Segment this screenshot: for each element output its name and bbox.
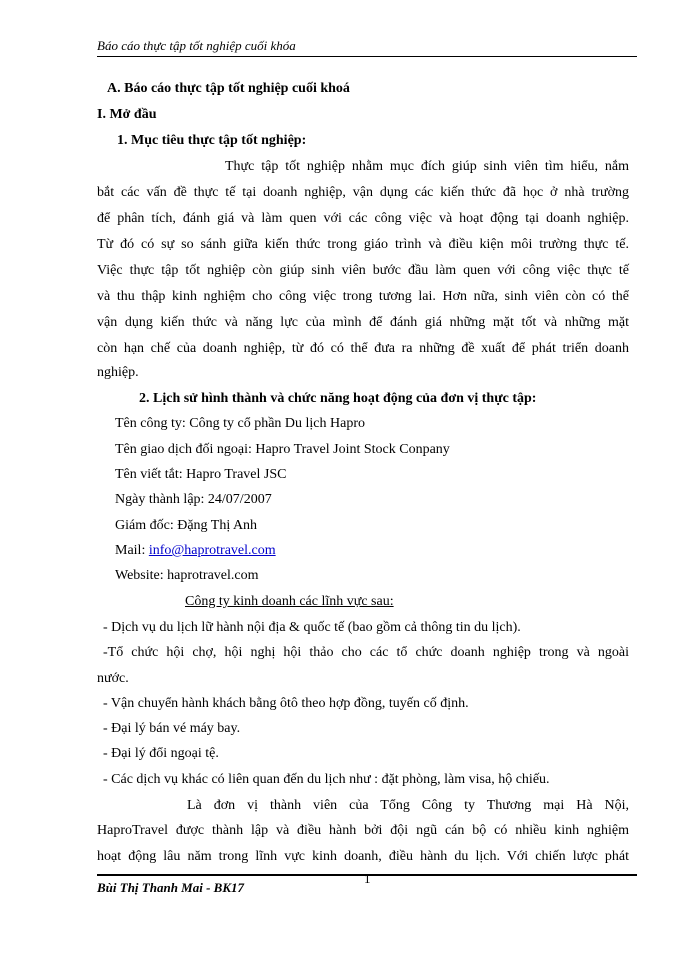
- para2-line: Là đơn vị thành viên của Tổng Công ty Thương mại Hà Nội,: [187, 798, 629, 813]
- para1-line: bắt các vấn đề thực tế tại doanh nghiệp, vận dụng các kiến thức đã học ở nhà trường: [97, 185, 629, 200]
- mail-label: Mail:: [115, 543, 149, 558]
- para1-line: nghiệp.: [97, 365, 139, 380]
- para1-line: Thực tập tốt nghiệp nhằm mục đích giúp sinh viên tìm hiểu, nắm: [225, 159, 629, 174]
- company-founded: Ngày thành lập: 24/07/2007: [115, 492, 272, 507]
- footer-author: Bùi Thị Thanh Mai - BK17: [97, 880, 245, 895]
- running-header: Báo cáo thực tập tốt nghiệp cuối khóa: [97, 38, 296, 53]
- company-foreign-name: Tên giao dịch đối ngoại: Hapro Travel Joint Stock Conpany: [115, 442, 450, 457]
- page-number: 1: [364, 871, 371, 886]
- para1-line: Việc thực tập tốt nghiệp còn giúp sinh viên bước đầu làm quen với công việc thực tế: [97, 263, 629, 278]
- fields-title: Công ty kinh doanh các lĩnh vực sau:: [185, 594, 394, 609]
- field-item-cont: nước.: [97, 671, 129, 686]
- heading-section-1: 1. Mục tiêu thực tập tốt nghiệp:: [117, 133, 307, 148]
- mail-link[interactable]: info@haprotravel.com: [148, 543, 276, 558]
- company-short-name: Tên viết tắt: Hapro Travel JSC: [115, 467, 287, 482]
- field-item: - Các dịch vụ khác có liên quan đến du lịch như : đặt phòng, làm visa, hộ chiếu.: [103, 772, 550, 787]
- field-item: - Dịch vụ du lịch lữ hành nội địa & quốc tế (bao gồm cả thông tin du lịch).: [103, 620, 521, 635]
- para2-line: HaproTravel được thành lập và điều hành bởi đội ngũ cán bộ có nhiều kinh nghiệm: [97, 823, 629, 838]
- para1-line: và thu thập kinh nghiệm cho công việc trong tương lai. Hơn nữa, sinh viên còn có thể: [97, 289, 629, 304]
- para2-line: hoạt động lâu năm trong lĩnh vực kinh doanh, điều hành du lịch. Với chiến lược phát: [97, 849, 629, 864]
- heading-section-2: 2. Lịch sử hình thành và chức năng hoạt động của đơn vị thực tập:: [139, 391, 537, 406]
- company-director: Giám đốc: Đặng Thị Anh: [115, 518, 258, 533]
- para1-line: còn hạn chế của doanh nghiệp, từ đó có thể đưa ra những đề xuất để phát triển doanh: [97, 341, 629, 356]
- field-item: - Đại lý bán vé máy bay.: [103, 721, 241, 736]
- heading-a: A. Báo cáo thực tập tốt nghiệp cuối khoá: [107, 81, 350, 96]
- para1-line: để phân tích, đánh giá và làm quen với các công việc và hoạt động tại doanh nghiệp.: [97, 211, 629, 226]
- field-item: - Đại lý đổi ngoại tệ.: [103, 746, 219, 761]
- para1-line: vận dụng kiến thức và năng lực của mình để đánh giá những mặt tốt và những mặt: [97, 315, 629, 330]
- company-mail: [115, 543, 276, 559]
- company-name: Tên công ty: Công ty cổ phần Du lịch Hapro: [115, 416, 366, 431]
- para1-line: Từ đó có sự so sánh giữa kiến thức trong giáo trình và điều kiện môi trường thực tế.: [97, 237, 629, 252]
- header-rule: [97, 56, 637, 57]
- heading-i: I. Mở đầu: [97, 107, 157, 122]
- company-website: Website: haprotravel.com: [115, 568, 259, 583]
- field-item: - Vận chuyển hành khách bằng ôtô theo hợp đồng, tuyến cố định.: [103, 696, 469, 711]
- field-item: -Tổ chức hội chợ, hội nghị hội thảo cho các tổ chức doanh nghiệp trong và ngoài: [103, 645, 629, 660]
